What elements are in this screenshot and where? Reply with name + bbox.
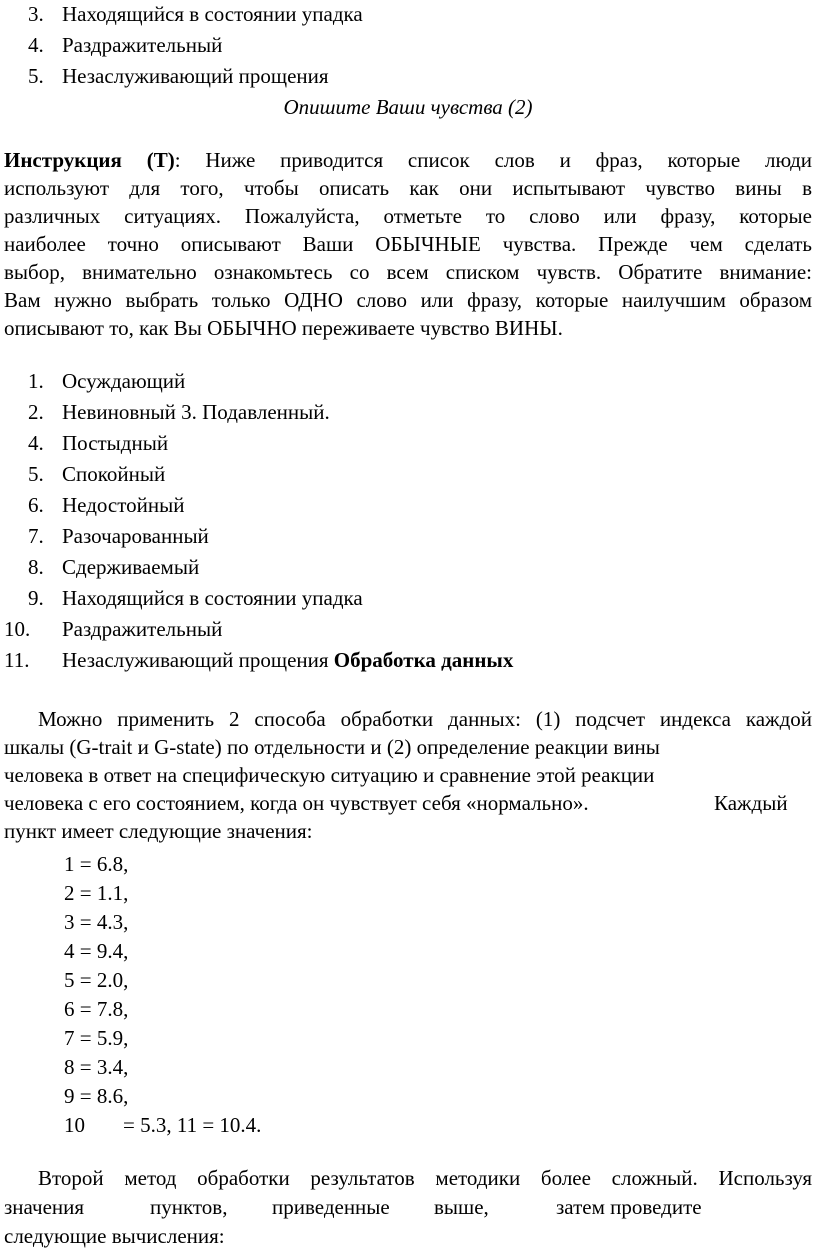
second-method-line: Второй метод обработки результатов методики более сложный. Используя: [38, 1166, 812, 1190]
value-item: 2 = 1.1,: [64, 881, 129, 905]
processing-line: Можно применить 2 способа обработки данных: (1) подсчет индекса каждой: [38, 707, 812, 731]
instruction-label: Инструкция (Т): [4, 148, 175, 172]
processing-heading: Обработка данных: [333, 648, 514, 672]
processing-line: человека с его состоянием, когда он чувствует себя «нормально». Каждый: [4, 791, 788, 815]
instruction-line: используют для того, чтобы описать как они испытывают чувство вины в: [4, 176, 812, 200]
value-item: 4 = 9.4,: [64, 939, 129, 963]
value-item: 6 = 7.8,: [64, 997, 129, 1021]
instruction-line: Инструкция (Т): Ниже приводится список слов и фраз, которые люди: [4, 148, 812, 172]
instruction-line: Вам нужно выбрать только ОДНО слово или фразу, которые наилучшим образом: [4, 288, 812, 312]
value-item: 5 = 2.0,: [64, 968, 129, 992]
instruction-line: выбор, внимательно ознакомьтесь со всем списком чувств. Обратите внимание:: [4, 260, 812, 284]
value-item: 3 = 4.3,: [64, 910, 129, 934]
processing-line: шкалы (G-trait и G-state) по отдельности и (2) определение реакции вины: [4, 735, 660, 759]
second-method-line: следующие вычисления:: [4, 1224, 225, 1248]
processing-line: пункт имеет следующие значения:: [4, 819, 313, 843]
processing-line: человека в ответ на специфическую ситуацию и сравнение этой реакции: [4, 763, 655, 787]
value-item: 10 = 5.3, 11 = 10.4.: [64, 1113, 262, 1137]
value-item: 8 = 3.4,: [64, 1055, 129, 1079]
instruction-line: описывают то, как Вы ОБЫЧНО переживаете чувство ВИНЫ.: [4, 316, 563, 340]
value-item: 9 = 8.6,: [64, 1084, 129, 1108]
section-title: Опишите Ваши чувства (2): [283, 95, 533, 119]
instruction-line: различных ситуациях. Пожалуйста, отметьте то слово или фразу, которые: [4, 204, 812, 228]
value-item: 1 = 6.8,: [64, 852, 129, 876]
instruction-line: наиболее точно описывают Ваши ОБЫЧНЫЕ чувства. Прежде чем сделать: [4, 232, 812, 256]
value-item: 7 = 5.9,: [64, 1026, 129, 1050]
